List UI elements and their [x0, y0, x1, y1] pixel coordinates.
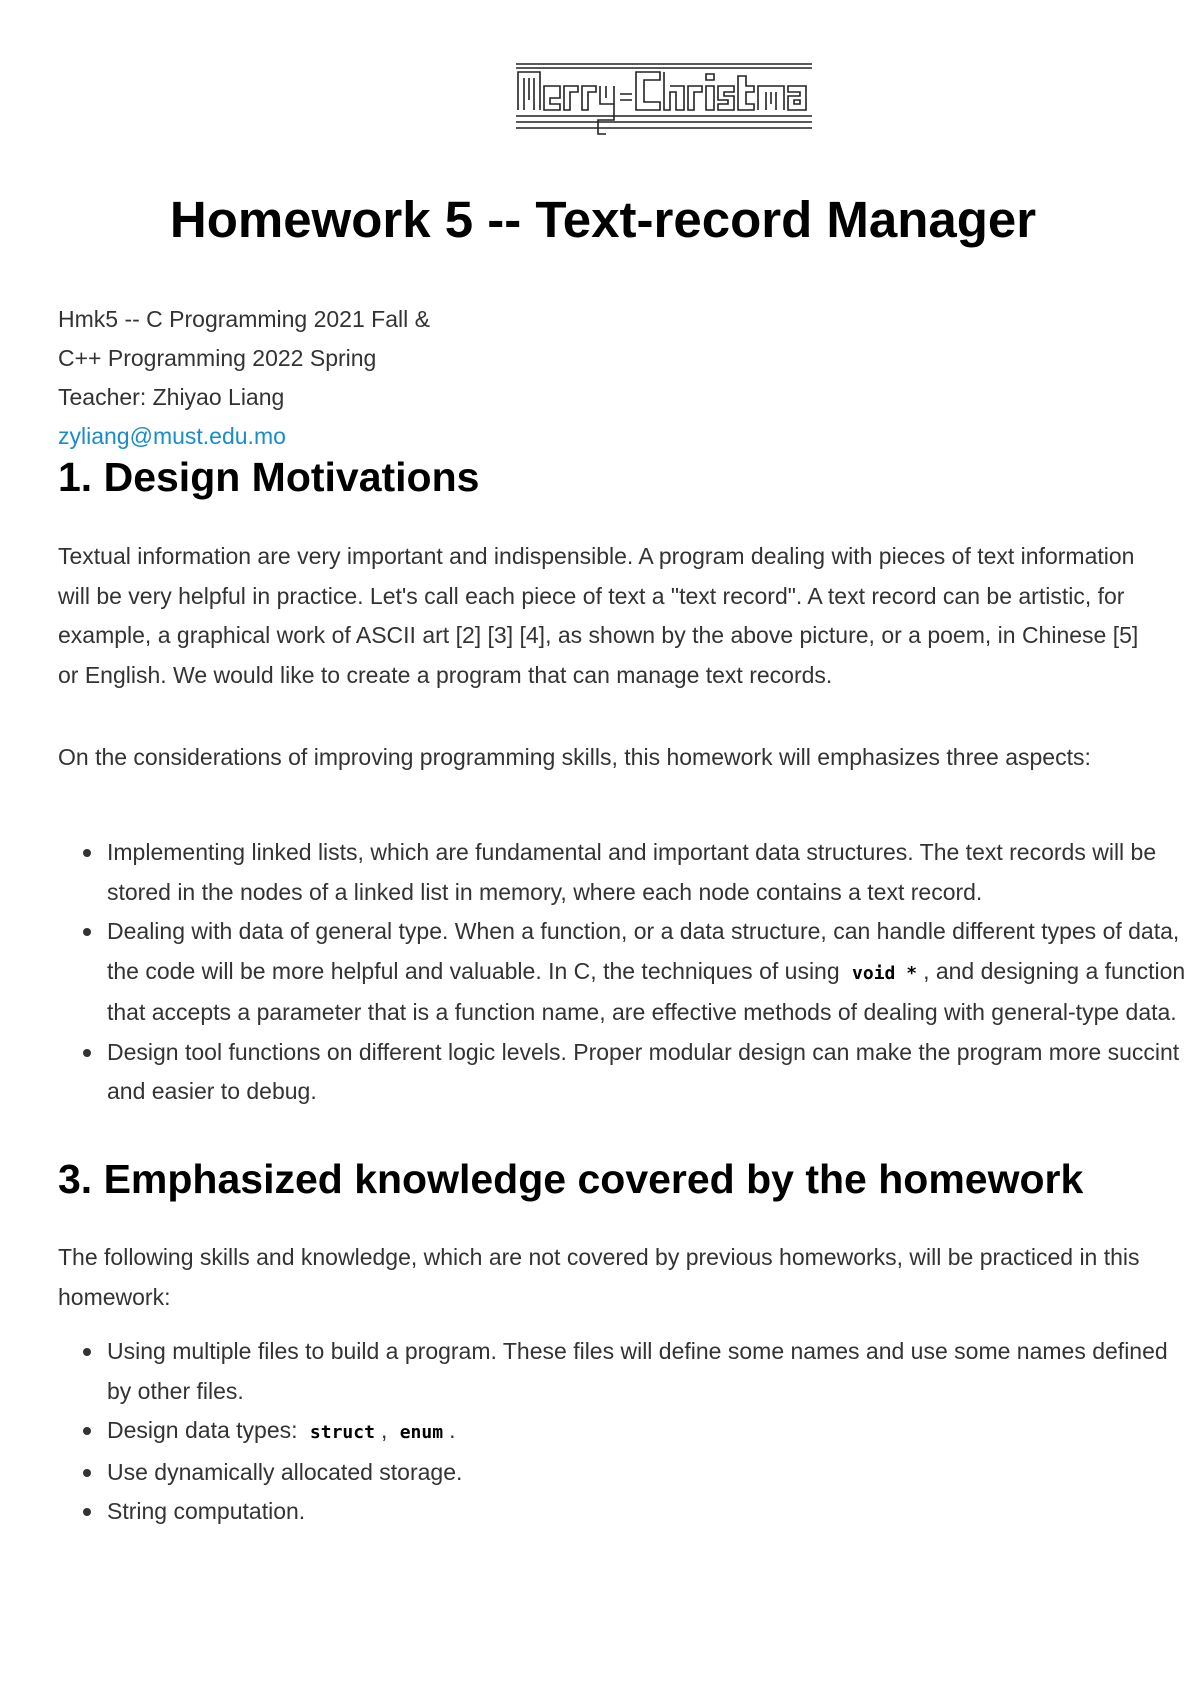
course-meta [58, 300, 430, 456]
teacher-email-link[interactable]: zyliang@must.edu.mo [58, 423, 286, 449]
section3-bullet-list [58, 1332, 1197, 1532]
ascii-art-image [514, 60, 814, 138]
inline-code-void-pointer: void * [846, 963, 923, 984]
list-item: Design tool functions on different logic levels. Proper modular design can make the program more succint and easier to debug. [107, 1033, 1197, 1112]
section3-paragraph-1: The following skills and knowledge, which are not covered by previous homeworks, will be practiced in this homework: [58, 1244, 1140, 1310]
page-title: Homework 5 -- Text-record Manager [169, 191, 1037, 248]
inline-code-enum: enum [394, 1422, 449, 1443]
list-item: String computation. [107, 1492, 1197, 1532]
section-heading-emphasized-knowledge: 3. Emphasized knowledge covered by the homework [58, 1156, 1084, 1202]
list-item: Use dynamically allocated storage. [107, 1453, 1197, 1493]
meta-line-course-1: Hmk5 -- C Programming 2021 Fall & [58, 306, 430, 332]
section1-paragraph-1: Textual information are very important and indispensible. A program dealing with pieces of text information will be very helpful in practice. Let's call each piece of text a "text record". A text record can be artistic, for example, a graphical work of ASCII art [2] [3] [4], as shown by the above picture, or a poem, in Chinese [5] or English. We would like to create a program that can manage text records. [58, 543, 1139, 688]
section1-bullet-list [58, 833, 1197, 1112]
section-heading-design-motivations: 1. Design Motivations [58, 454, 480, 500]
meta-line-teacher: Teacher: Zhiyao Liang [58, 384, 285, 410]
inline-code-struct: struct [304, 1422, 381, 1443]
list-item: Dealing with data of general type. When a function, or a data structure, can handle different types of data, the code will be more helpful and valuable. In C, the techniques of using void * , and designing a function that accepts a parameter that is a function name, are effective methods of dealing with general-type data. [107, 912, 1197, 1033]
merry-christmas-ascii-art-banner [514, 60, 814, 138]
list-item: Implementing linked lists, which are fundamental and important data structures. The text records will be stored in the nodes of a linked list in memory, where each node contains a text record. [107, 833, 1197, 912]
meta-line-course-2: C++ Programming 2022 Spring [58, 345, 377, 371]
section1-paragraph-2: On the considerations of improving programming skills, this homework will emphasizes three aspects: [58, 744, 1091, 770]
list-item: Using multiple files to build a program. These files will define some names and use some names defined by other files. [107, 1332, 1197, 1411]
list-item: Design data types: struct , enum . [107, 1411, 1197, 1453]
